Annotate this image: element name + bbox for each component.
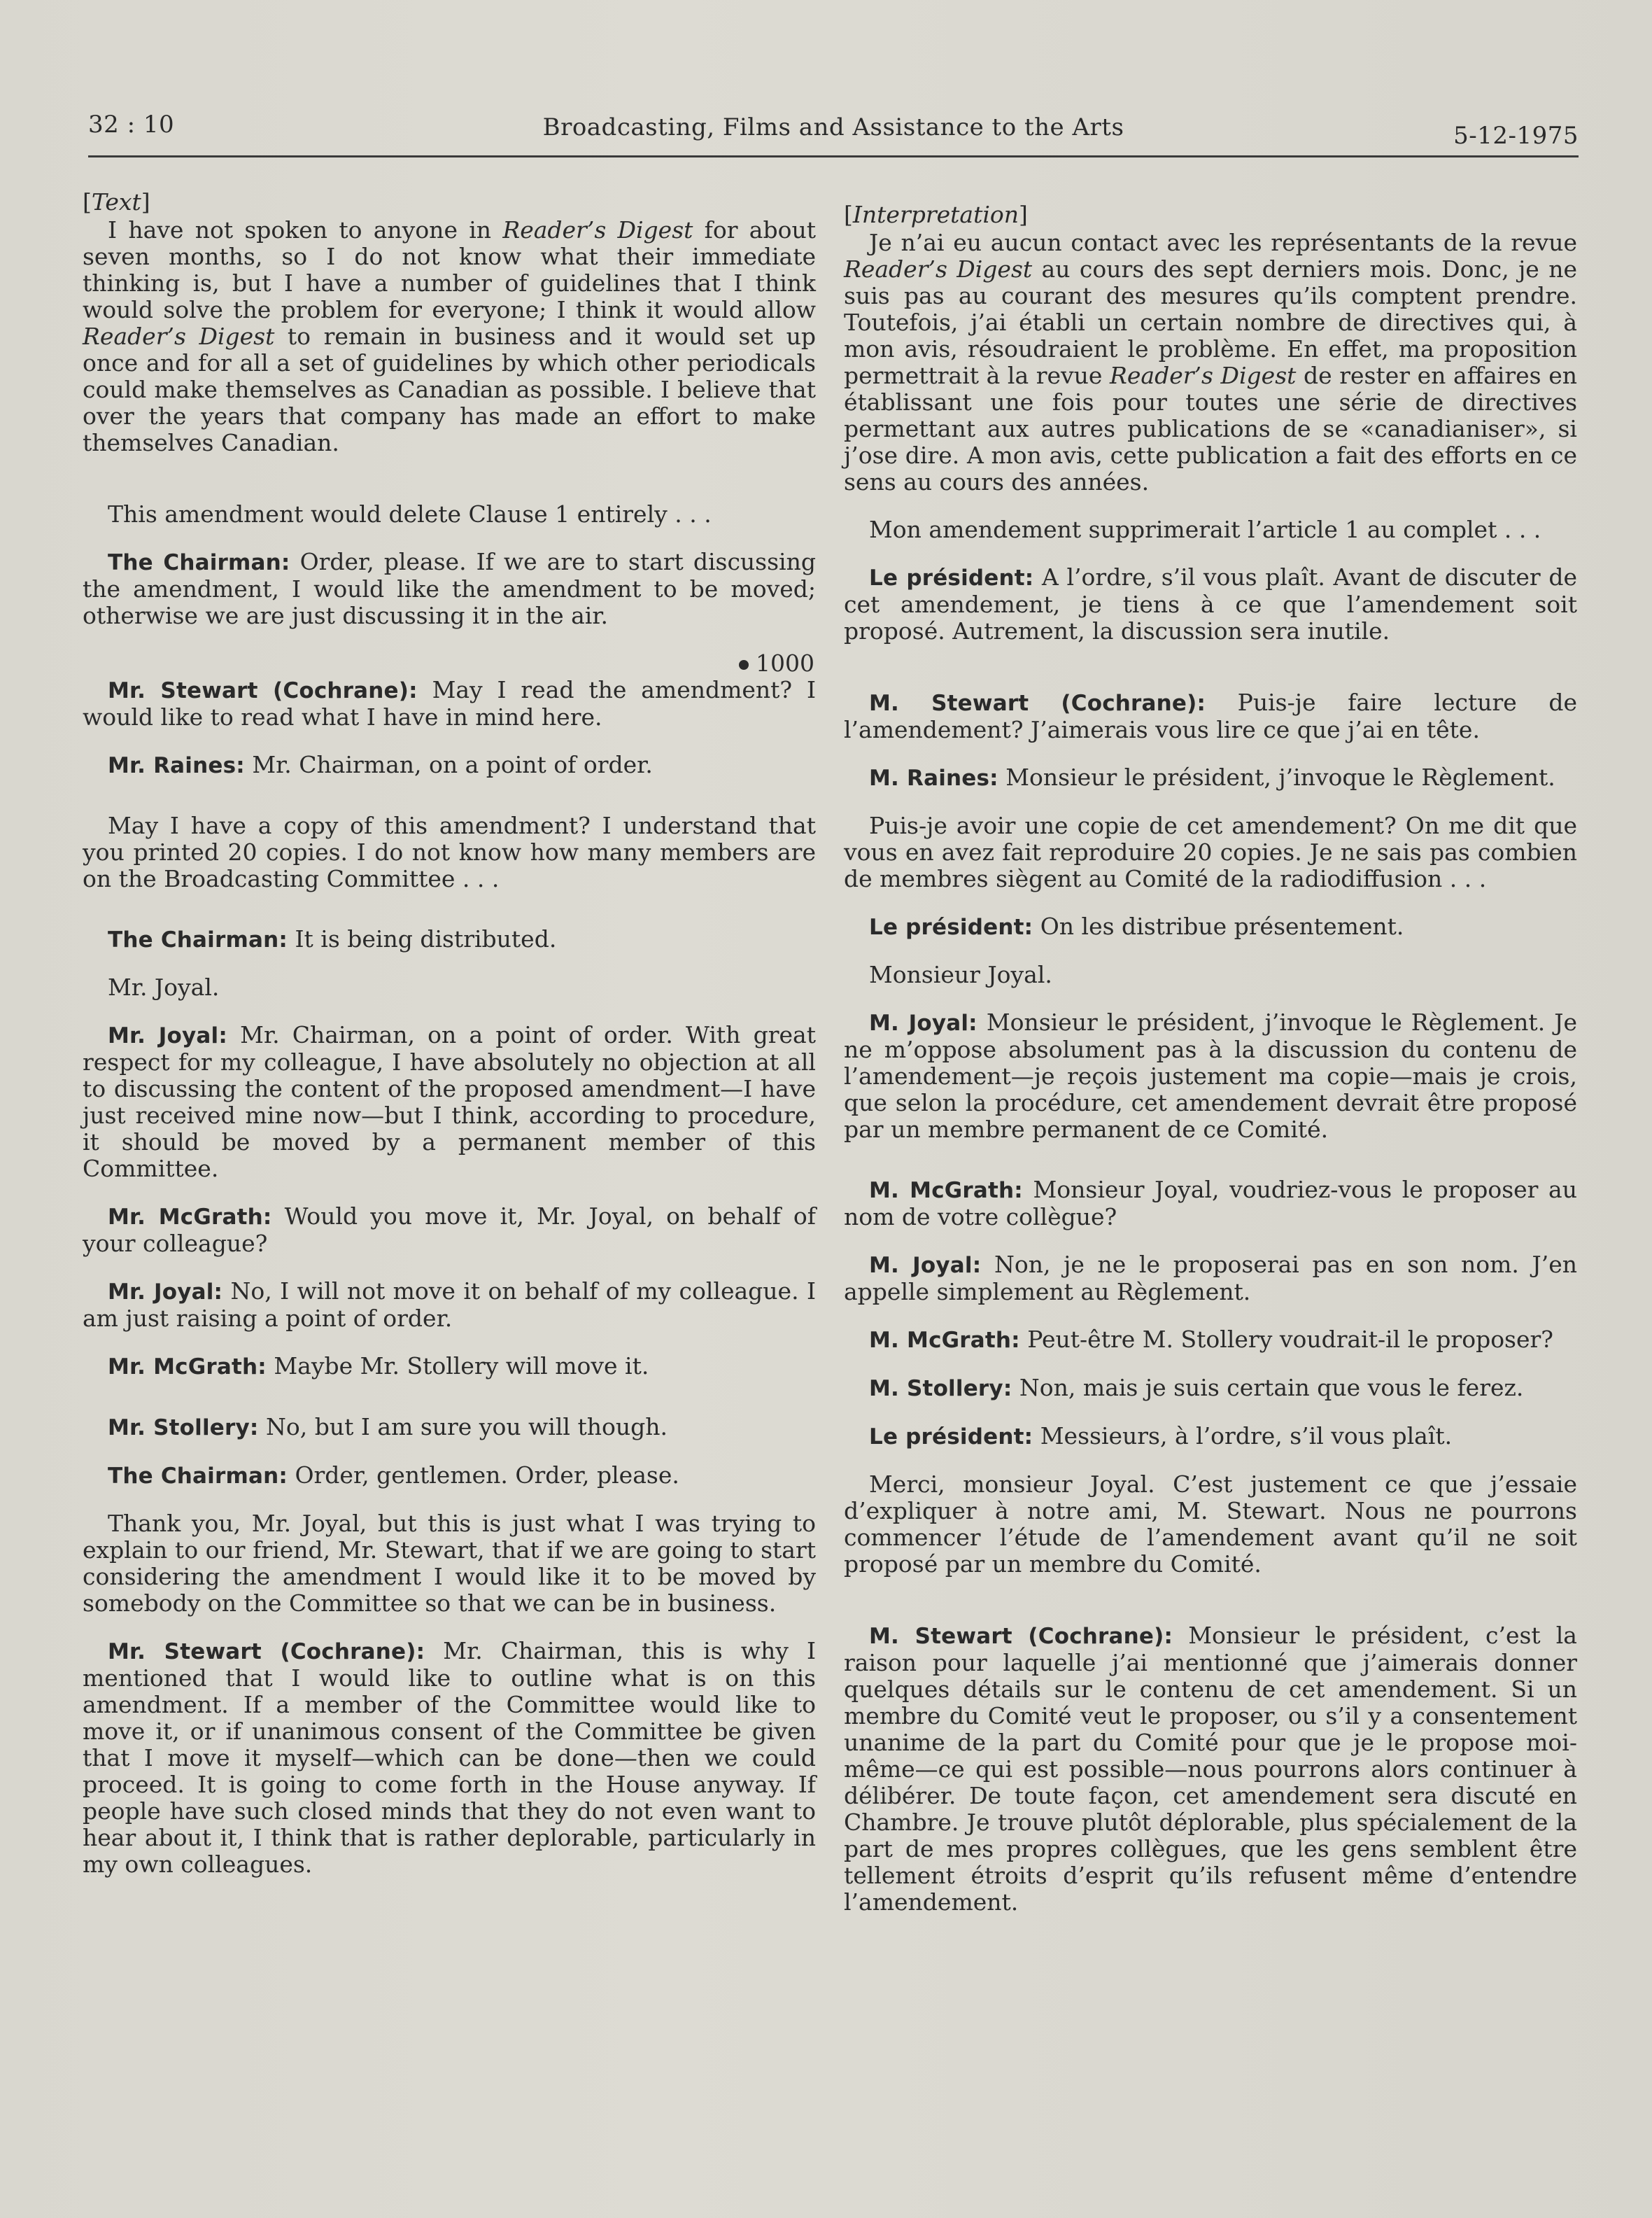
paragraph: Merci, monsieur Joyal. C’est justement ce que j’essaie d’expliquer à notre ami, M. Stewart. Nous ne pourrons commencer l’étude de l’amendement avant qu’il ne soit proposé par un membre du Comité. [844,1471,1577,1578]
speech-text: On les distribue présentement. [1033,913,1404,940]
paragraph: Monsieur Joyal. [869,961,1052,988]
speech-text: Order, gentlemen. Order, please. [287,1461,679,1489]
header-date: 5-12-1975 [1453,122,1579,150]
speech-text: May I read the amendment? I would like to read what I have in mind here. [83,676,817,731]
speech [844,764,1577,792]
speech [844,1009,1577,1143]
speaker-name: M. Joyal: [869,1253,982,1278]
speech-text: Puis-je faire lecture de l’amendement? J’aimerais vous lire ce que j’ai en tête. [844,689,1577,743]
speech-text: Would you move it, Mr. Joyal, on behalf of your colleague? [83,1202,816,1257]
speaker-name: M. Stollery: [869,1376,1012,1401]
paragraph: May I have a copy of this amendment? I understand that you printed 20 copies. I do not know how many members are on the Broadcasting Committee . . . [83,812,816,892]
speaker-name: Le président: [869,1424,1033,1450]
speech [844,689,1577,743]
speech-text: Mr. Chairman, on a point of order. With great respect for my colleague, I have absolutely no objection at all to discussing the content of the proposed amendment—I have just received mine now—but I think, according to procedure, it should be moved by a permanent member of this Committee. [83,1021,816,1182]
speech [844,1326,1577,1354]
publication-name: Reader’s Digest [83,323,275,350]
speech [83,1414,816,1441]
bullet-icon [739,660,749,670]
publication-name: Reader’s Digest [502,216,693,244]
paragraph-text: de rester en affaires en établissant une fois pour toutes une série de directives permettant aux autres publications de se «canadianiser», si j’ose dire. A mon avis, cette publication a fait des efforts en ce sens au cours des années. [844,362,1577,496]
speech-text: Maybe Mr. Stollery will move it. [266,1352,649,1380]
speaker-name: Mr. McGrath: [108,1205,272,1230]
speaker-name: The Chairman: [108,1464,288,1489]
speech-text: Mr. Chairman, this is why I mentioned that I would like to outline what is on this amendment. If a member of the Committee would like to move it, or if unanimous consent of the Committee be given that I move it myself—which can be done—then we could proceed. It is going to come forth in the House anyway. If people have such closed minds that they do not even want to hear about it, I think that is rather deplorable, particularly in my own colleagues. [83,1637,816,1878]
speech-text: Monsieur le président, c’est la raison pour laquelle j’ai mentionné que j’aimerais donner quelques détails sur le contenu de cet amendement. Si un membre du Comité veut le proposer, ou s’il y a consentement unanime de la part du Comité pour que je le propose moi-même—ce qui est possible—nous pourrons alors continuer à délibérer. De toute façon, cet amendement sera discuté en Chambre. Je trouve plutôt déplorable, plus spécialement de la part de mes propres collègues, que les gens semblent être tellement étroits d’esprit qu’ils refusent même d’entendre l’amendement. [844,1622,1577,1916]
speaker-name: The Chairman: [108,927,288,953]
paragraph: Puis-je avoir une copie de cet amendement? On me dit que vous en avez fait reproduire 20 copies. Je ne sais pas combien de membres siègent au Comité de la radiodiffusion . . . [844,812,1577,892]
paragraph [844,230,1577,496]
speech [83,1203,816,1257]
french-column [844,189,1577,1937]
speaker-name: Mr. McGrath: [108,1354,267,1380]
running-title: Broadcasting, Films and Assistance to the Arts [542,113,1124,141]
speaker-name: M. Stewart (Cochrane): [869,1624,1173,1649]
speech-text: Order, please. If we are to start discussing the amendment, I would like the amendment to be moved; otherwise we are just discussing it in the air. [83,548,816,629]
speech-text: Messieurs, à l’ordre, s’il vous plaît. [1033,1422,1453,1450]
speaker-name: M. Stewart (Cochrane): [869,691,1206,716]
speaker-name: M. Raines: [869,766,998,791]
speech [844,913,1577,941]
speech-text: Mr. Chairman, on a point of order. [244,751,653,778]
paragraph-text: to remain in business and it would set up once and for all a set of guidelines by which other periodicals could make themselves as Canadian as possible. I believe that over the years that company has made an effort to make themselves Canadian. [83,323,816,456]
speech [844,564,1577,645]
speech-text: Monsieur Joyal, voudriez-vous le proposer au nom de votre collègue? [844,1176,1577,1230]
paragraph: Mon amendement supprimerait l’article 1 au complet . . . [869,516,1541,543]
time-marker-label: 1000 [756,650,814,677]
speech [83,752,816,779]
speech-text: Monsieur le président, j’invoque le Règlement. [998,764,1555,791]
speaker-name: Le président: [869,566,1034,591]
paragraph-text: I have not spoken to anyone in [108,216,503,244]
speech [844,1423,1577,1450]
speech [83,926,816,953]
speaker-name: Mr. Joyal: [108,1023,227,1048]
paragraph-text: au cours des sept derniers mois. Donc, je ne suis pas au courant des mesures qu’ils comptent prendre. Toutefois, j’ai établi un certain nombre de directives qui, à mon avis, résoudraient le problème. En effet, ma proposition permettrait à la revue [844,255,1577,389]
section-tag-label: Text [91,188,141,216]
page-header [88,111,1579,157]
speaker-name: M. McGrath: [869,1178,1023,1203]
paragraph: Thank you, Mr. Joyal, but this is just what I was trying to explain to our friend, Mr. Stewart, that if we are going to start considering the amendment I would like it to be moved by somebody on the Committee so that we can be in business. [83,1510,816,1617]
speech [83,677,816,731]
paragraph [83,217,816,456]
section-tag-label: Interpretation [852,201,1019,228]
speech-text: Non, je ne le proposerai pas en son nom. J’en appelle simplement au Règlement. [844,1251,1577,1305]
speaker-name: Mr. Stollery: [108,1415,259,1440]
speaker-name: Mr. Stewart (Cochrane): [108,678,418,703]
speech [844,1177,1577,1230]
time-marker [83,650,816,677]
speaker-name: The Chairman: [108,550,290,575]
speech-text: No, I will not move it on behalf of my colleague. I am just raising a point of order. [83,1277,816,1332]
english-column [83,189,816,1899]
paragraph: Mr. Joyal. [108,974,220,1001]
speech-text: Peut-être M. Stollery voudrait-il le proposer? [1019,1326,1553,1353]
speech [83,549,816,629]
speech [83,1353,816,1380]
paragraph-text: Je n’ai eu aucun contact avec les représentants de la revue [869,229,1577,256]
speech [83,1278,816,1332]
speech-text: A l’ordre, s’il vous plaît. Avant de discuter de cet amendement, je tiens à ce que l’amendement soit proposé. Autrement, la discussion sera inutile. [844,563,1577,645]
speaker-name: Le président: [869,915,1033,940]
speech-text: Monsieur le président, j’invoque le Règlement. Je ne m’oppose absolument pas à la discussion du contenu de l’amendement—je reçois justement ma copie—mais je crois, que selon la procédure, cet amendement devrait être proposé par un membre permanent de ce Comité. [844,1009,1578,1143]
paragraph-text: for about seven months, so I do not know what their immediate thinking is, but I have a number of guidelines that I think would solve the problem for everyone; I think it would allow [83,216,816,323]
speech [844,1622,1577,1916]
speech [83,1022,816,1182]
speaker-name: M. McGrath: [869,1328,1020,1353]
section-tag-interpretation: [Interpretation] [844,201,1028,228]
speech-text: No, but I am sure you will though. [258,1413,668,1440]
speaker-name: Mr. Raines: [108,753,245,778]
page-number: 32 : 10 [88,111,175,139]
paragraph: This amendment would delete Clause 1 entirely . . . [108,500,712,528]
speaker-name: M. Joyal: [869,1011,977,1036]
publication-name: Reader’s Digest [844,255,1033,283]
speech [844,1251,1577,1305]
speech [83,1638,816,1878]
publication-name: Reader’s Digest [1110,362,1297,389]
speech [844,1375,1577,1402]
section-tag-text: [Text] [83,188,150,216]
speaker-name: Mr. Joyal: [108,1279,223,1305]
speech-text: Non, mais je suis certain que vous le ferez. [1012,1374,1524,1401]
speaker-name: Mr. Stewart (Cochrane): [108,1639,425,1664]
speech-text: It is being distributed. [287,925,557,953]
speech [83,1462,816,1489]
